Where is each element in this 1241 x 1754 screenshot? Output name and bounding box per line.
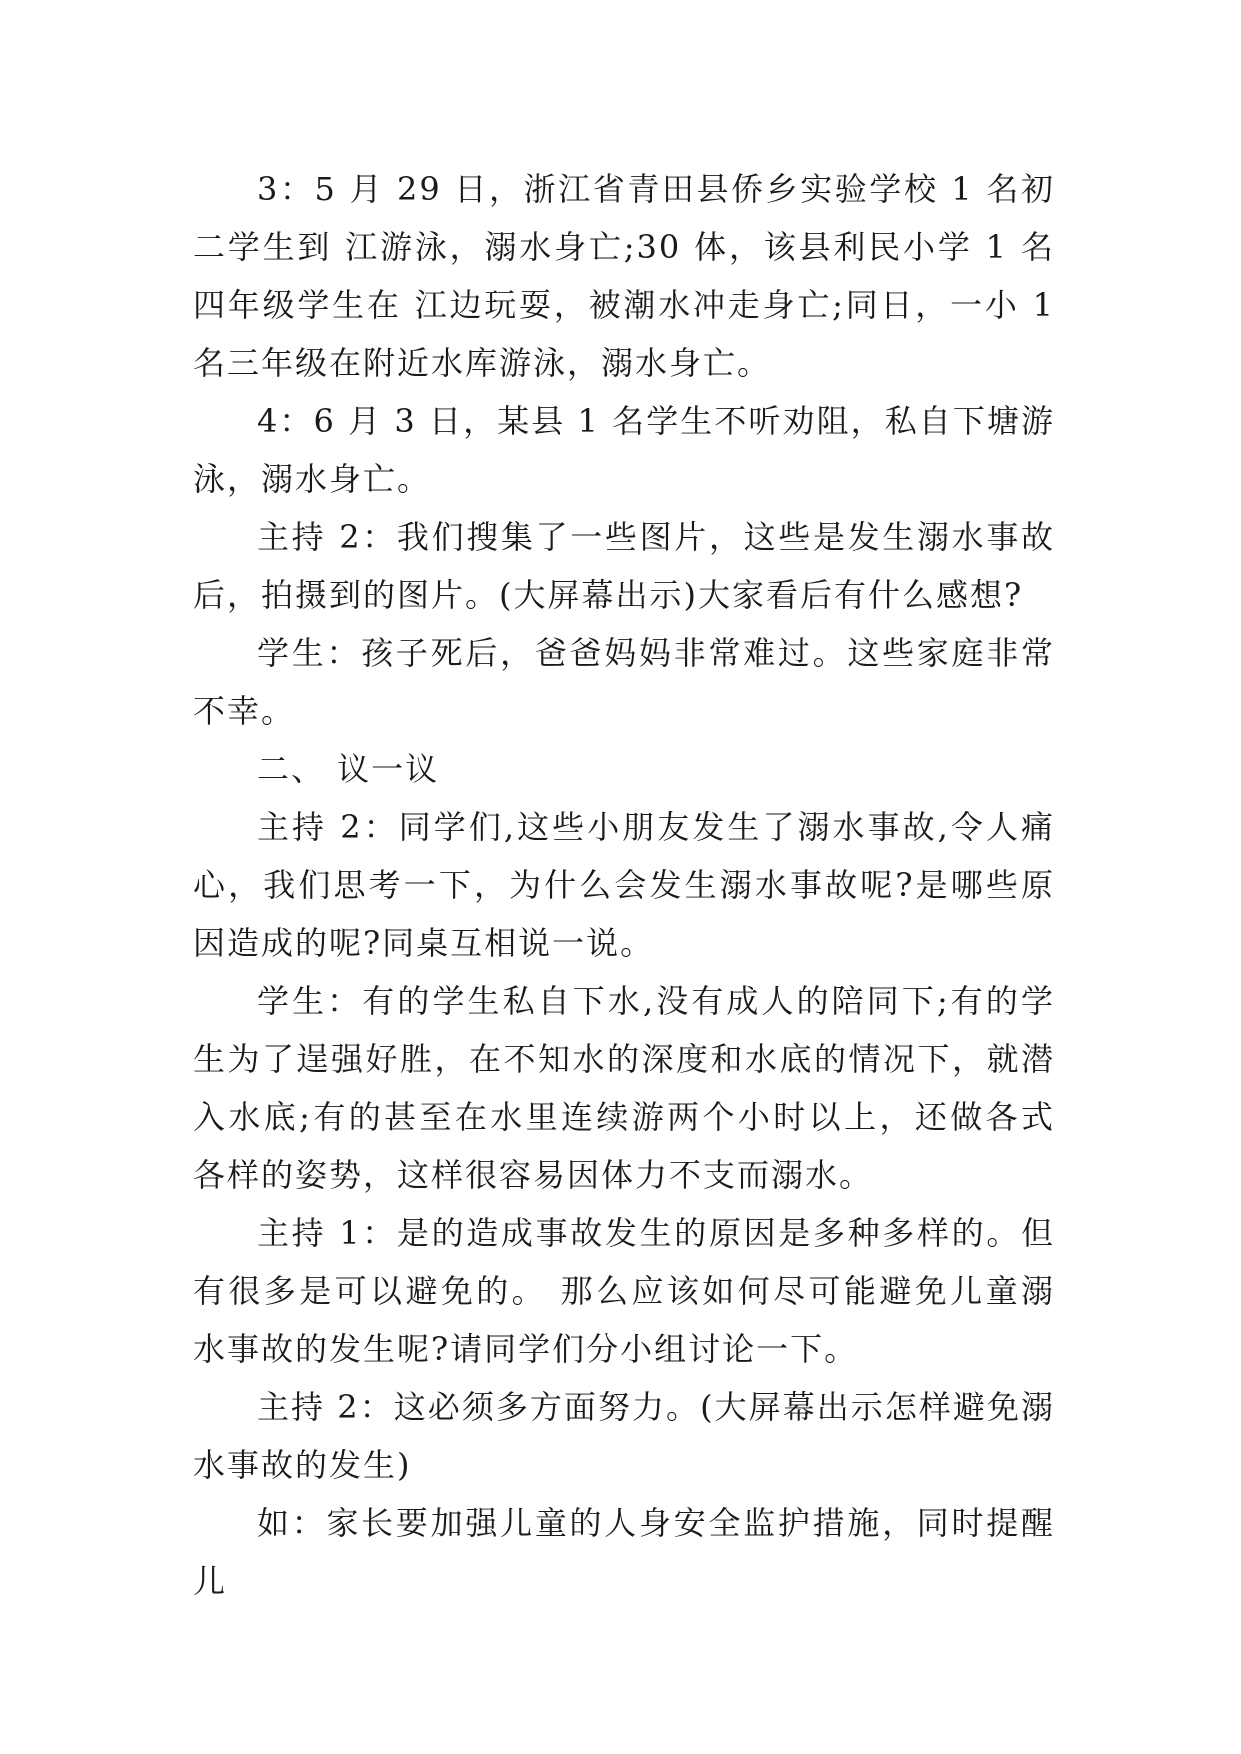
paragraph-student-feelings: 学生：孩子死后，爸爸妈妈非常难过。这些家庭非常不幸。	[193, 634, 1055, 730]
paragraph-host2-pictures: 主持 2：我们搜集了一些图片，这些是发生溺水事故后，拍摄到的图片。(大屏幕出示)大家看后有什么感想?	[193, 518, 1055, 614]
paragraph-student-reasons: 学生：有的学生私自下水,没有成人的陪同下;有的学生为了逞强好胜，在不知水的深度和水底的情况下，就潜入水底;有的甚至在水里连续游两个小时以上，还做各式各样的姿势，这样很容易因体力不支而溺水。	[193, 982, 1055, 1194]
paragraph-example-parents: 如：家长要加强儿童的人身安全监护措施，同时提醒儿	[193, 1504, 1055, 1600]
paragraph-host2-question: 主持 2：同学们,这些小朋友发生了溺水事故,令人痛心，我们思考一下，为什么会发生溺水事故呢?是哪些原因造成的呢?同桌互相说一说。	[193, 808, 1055, 962]
paragraph-host1-avoid: 主持 1：是的造成事故发生的原因是多种多样的。但有很多是可以避免的。 那么应该如何尽可能避免儿童溺水事故的发生呢?请同学们分小组讨论一下。	[193, 1214, 1055, 1368]
section-heading-discuss: 二、 议一议	[257, 750, 440, 788]
paragraph-host2-effort: 主持 2：这必须多方面努力。(大屏幕出示怎样避免溺水事故的发生)	[193, 1388, 1055, 1484]
document-page	[193, 160, 1055, 1610]
paragraph-case-3: 3：5 月 29 日，浙江省青田县侨乡实验学校 1 名初二学生到 江游泳，溺水身亡;30 体，该县利民小学 1 名四年级学生在 江边玩耍，被潮水冲走身亡;同日，一小 1 名三年级在附近水库游泳，溺水身亡。	[193, 170, 1055, 382]
paragraph-case-4: 4：6 月 3 日，某县 1 名学生不听劝阻，私自下塘游泳，溺水身亡。	[193, 402, 1055, 498]
